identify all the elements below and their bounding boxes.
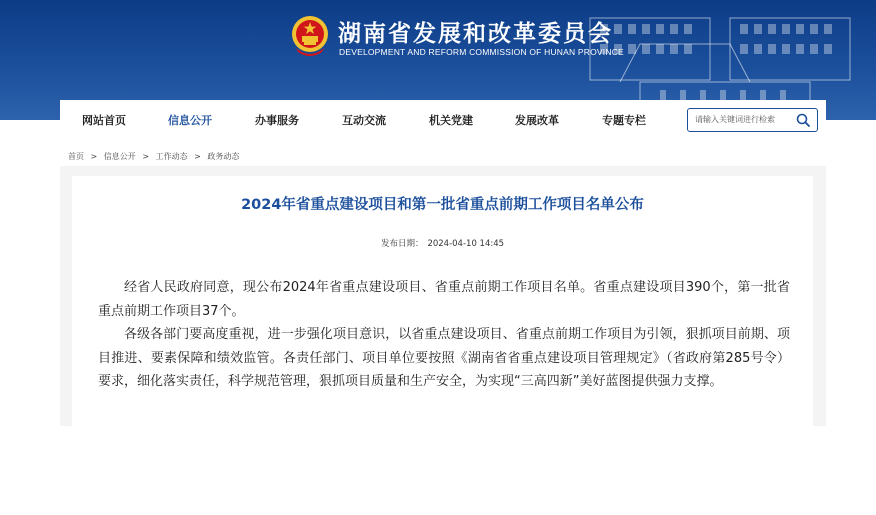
publish-date-label: 发布日期： [380,239,424,249]
site-title[interactable]: 湖南省发展和改革委员会 [338,20,613,47]
search-placeholder: 请输入关键词进行检索 [695,115,775,124]
main-nav [60,100,826,138]
nav-item-home[interactable]: 网站首页 [82,114,126,127]
article-paragraph: 经省人民政府同意，现公布2024年省重点建设项目、省重点前期工作项目名单。省重点建设项目390个，第一批省重点前期工作项目37个。 [98,280,790,319]
article-paragraph: 各级各部门要高度重视，进一步强化项目意识，以省重点建设项目、省重点前期工作项目为引领，狠抓项目前期、项目推进、要素保障和绩效监管。各责任部门、项目单位要按照《湖南省省重点建设项目管理规定》（省政府第285号令）要求，细化落实责任，科学规范管理，狠抓项目质量和生产安全，为实现“三高四新”美好蓝图提供强力支撑。 [98,327,790,389]
search-icon[interactable] [796,113,810,127]
search-input[interactable] [687,108,818,132]
breadcrumb-separator: > [142,152,150,161]
article-title: 2024年省重点建设项目和第一批省重点前期工作项目名单公布 [241,197,644,213]
nav-item-party-building[interactable]: 机关党建 [429,114,473,127]
article [72,176,813,428]
national-emblem-icon [290,14,330,58]
nav-item-interaction[interactable]: 互动交流 [342,114,386,127]
breadcrumb-government-news[interactable]: 政务动态 [207,152,240,161]
breadcrumb-separator: > [90,152,98,161]
breadcrumb [68,151,243,162]
breadcrumb-home[interactable]: 首页 [68,152,84,161]
nav-item-development-reform[interactable]: 发展改革 [515,114,559,127]
nav-item-info-disclosure[interactable]: 信息公开 [168,114,212,127]
breadcrumb-work-news[interactable]: 工作动态 [155,152,188,161]
nav-item-special-topics[interactable]: 专题专栏 [602,114,646,127]
publish-date-value: 2024-04-10 14:45 [427,239,505,249]
breadcrumb-info-disclosure[interactable]: 信息公开 [103,152,136,161]
breadcrumb-separator: > [194,152,201,161]
site-subtitle: DEVELOPMENT AND REFORM COMMISSION OF HUNAN PROVINCE [339,47,624,57]
nav-item-services[interactable]: 办事服务 [255,114,299,127]
publish-date [72,237,813,249]
